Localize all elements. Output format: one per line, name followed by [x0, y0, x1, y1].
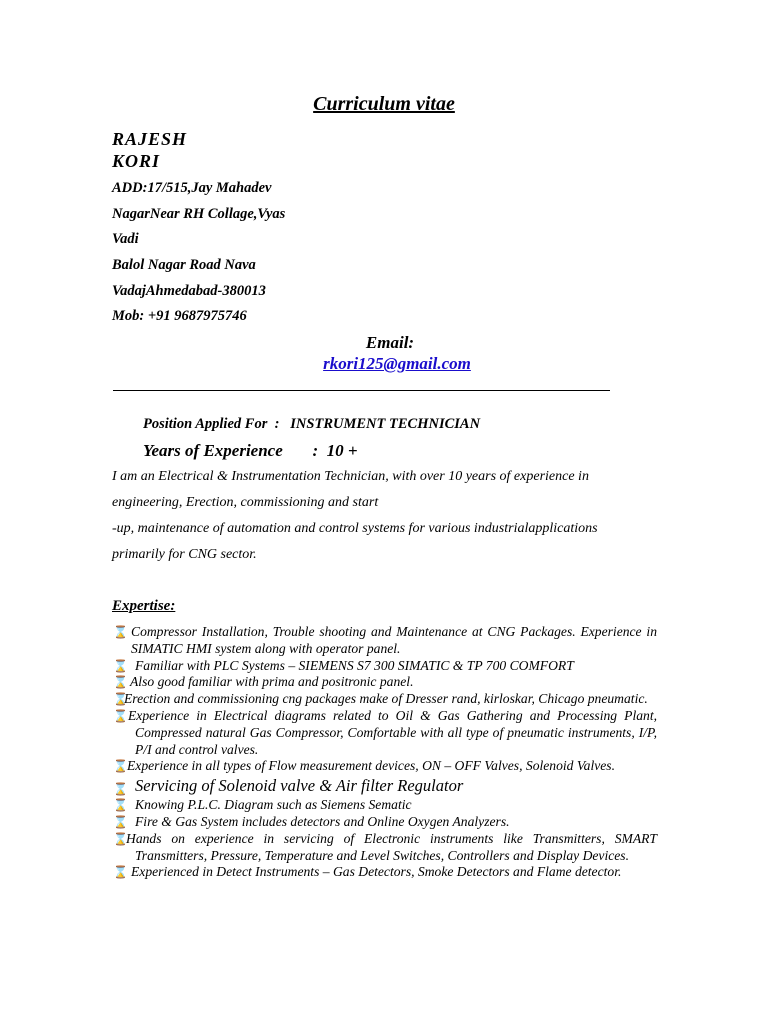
address-block	[112, 178, 285, 332]
list-item-text: Knowing P.L.C. Diagram such as Siemens Sematic	[135, 797, 412, 813]
horizontal-divider	[113, 390, 610, 391]
hourglass-bullet-icon: ⌛	[113, 782, 128, 797]
list-item-text: Fire & Gas System includes detectors and Online Oxygen Analyzers.	[135, 813, 510, 829]
list-item-text: Also good familiar with prima and positronic panel.	[130, 674, 414, 690]
name-line-2: KORI	[112, 151, 161, 171]
hourglass-bullet-icon: ⌛	[113, 675, 128, 690]
list-item-text: Familiar with PLC Systems – SIEMENS S7 300 SIMATIC & TP 700 COMFORT	[135, 657, 574, 673]
summary-paragraph	[112, 466, 632, 570]
list-item-text: Erection and commissioning cng packages make of Dresser rand, kirloskar, Chicago pneumatic.	[124, 691, 648, 707]
list-item-text: Hands on experience in servicing of Electronic instruments like Transmitters, SMART Transmitters, Pressure, Temperature and Level Switches, Controllers and Display Devices.	[126, 830, 657, 863]
hourglass-bullet-icon: ⌛	[113, 798, 128, 813]
hourglass-bullet-icon: ⌛	[113, 658, 128, 673]
list-item	[113, 814, 657, 831]
hourglass-bullet-icon: ⌛	[113, 831, 128, 846]
expertise-heading: Expertise:	[112, 598, 176, 614]
email-link[interactable]: rkori125@gmail.com	[323, 354, 471, 373]
hourglass-bullet-icon: ⌛	[113, 759, 128, 774]
list-item-text: Experience in Electrical diagrams related to Oil & Gas Gathering and Processing Plant, Compressed natural Gas Compressor, Comfortable with all type of pneumatic instruments, I/P, P/I and control valves.	[128, 707, 657, 757]
hourglass-bullet-icon: ⌛	[113, 865, 128, 880]
years-of-experience: Years of Experience : 10 +	[143, 441, 358, 460]
mobile-number: Mob: +91 9687975746	[112, 308, 247, 325]
list-item	[113, 775, 657, 797]
email-label: Email:	[365, 333, 415, 352]
summary-line: engineering, Erection, commissioning and start	[112, 495, 379, 510]
list-item-text: Experience in all types of Flow measurement devices, ON – OFF Valves, Solenoid Valves.	[127, 758, 615, 774]
address-line: NagarNear RH Collage,Vyas	[112, 205, 286, 222]
hourglass-bullet-icon: ⌛	[113, 692, 128, 707]
list-item	[113, 831, 657, 865]
candidate-name	[112, 128, 187, 172]
address-line: ADD:17/515,Jay Mahadev	[112, 180, 272, 196]
summary-line: primarily for CNG sector.	[112, 547, 257, 562]
list-item	[113, 708, 657, 758]
list-item-text: Servicing of Solenoid valve & Air filter Regulator	[135, 776, 464, 796]
hourglass-bullet-icon: ⌛	[113, 708, 128, 723]
expertise-list	[113, 624, 657, 881]
name-line-1: RAJESH	[112, 129, 188, 149]
hourglass-bullet-icon: ⌛	[113, 625, 128, 639]
address-line: VadajAhmedabad-380013	[112, 282, 266, 299]
list-item	[113, 658, 657, 675]
position-applied: Position Applied For : INSTRUMENT TECHNICIAN	[143, 416, 481, 432]
list-item-text: Experienced in Detect Instruments – Gas Detectors, Smoke Detectors and Flame detector.	[131, 864, 622, 880]
list-item	[113, 624, 657, 658]
list-item-text: Compressor Installation, Trouble shooting and Maintenance at CNG Packages. Experience in SIMATIC HMI system along with operator panel.	[131, 624, 657, 656]
list-item	[113, 864, 657, 881]
list-item	[113, 691, 657, 708]
list-item	[113, 674, 657, 691]
address-line: Balol Nagar Road Nava	[112, 257, 256, 274]
list-item	[113, 758, 657, 775]
address-line: Vadi	[112, 231, 139, 248]
summary-line: I am an Electrical & Instrumentation Technician, with over 10 years of experience in	[112, 469, 589, 484]
document-title: Curriculum vitae	[313, 93, 455, 115]
hourglass-bullet-icon: ⌛	[113, 814, 128, 829]
summary-line: -up, maintenance of automation and control systems for various industrialapplications	[112, 521, 598, 536]
list-item	[113, 797, 657, 814]
